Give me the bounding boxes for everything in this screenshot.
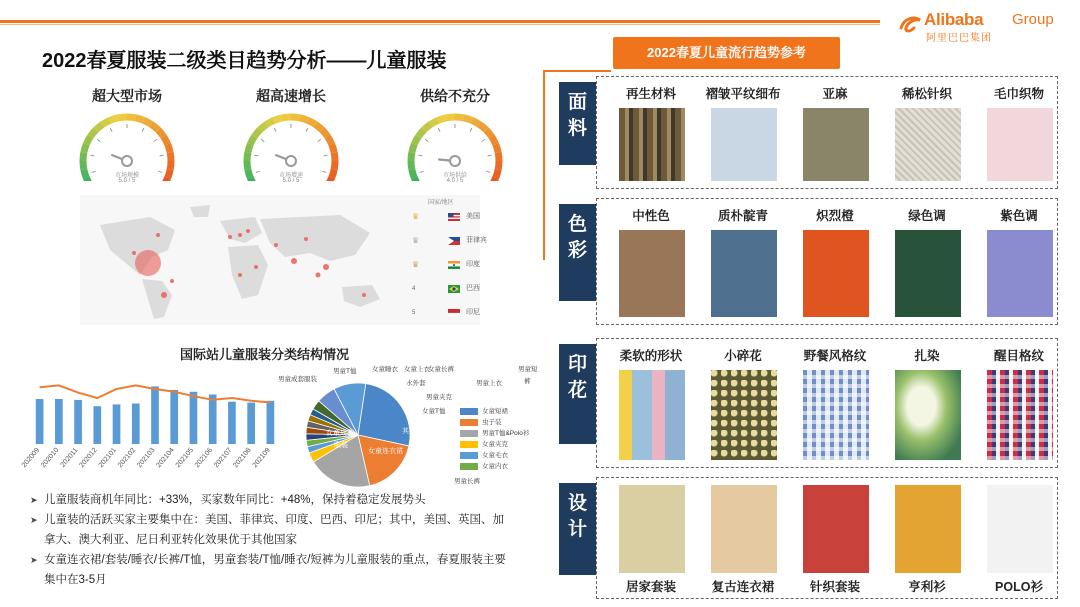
map-legend [410,195,490,325]
gauge-title: 超大型市场 [92,88,162,104]
gauge-arc-segment [414,137,418,145]
pie-legend-swatch [460,419,478,426]
trend-x-tick: 202011 [59,446,80,469]
trend-bar [113,404,121,444]
trend-bar [55,399,63,444]
map-legend-row [410,283,490,297]
trend-bar [228,402,236,444]
trend-image [711,370,777,460]
logo-cn: 阿里巴巴集团 [926,33,992,44]
flag-id-icon [448,309,460,317]
rank-number: 5 [412,310,416,316]
trend-caption: 居家套装 [625,580,676,594]
pie-legend-item [460,439,508,448]
gauge-arc-segment [492,137,496,145]
trend-x-tick: 202012 [78,446,99,470]
gauge-arc-segment [83,161,84,170]
trend-image [711,230,777,317]
gauge-arc-segment [496,144,499,152]
flag-br-icon [448,285,460,293]
gauge-arc-segment [334,161,335,170]
map-legend-row [410,211,490,225]
trend-caption: 小碎花 [724,349,762,363]
monthly-trend-chart [12,362,287,480]
finding-item: ➤ 儿童装的活跃买家主要集中在：美国、菲律宾、印度、巴西、印尼；其中，美国、英国、加拿大、澳大利亚、尼日利亚转化效果优于其他国家 [30,510,508,550]
gauge-arc-segment [103,120,111,124]
trend-x-tick: 202106 [193,446,215,470]
trend-image [987,370,1053,460]
trend-caption: 亚麻 [822,87,848,101]
gauge-title: 供给不充分 [420,88,490,104]
gauge-arc-segment [90,130,95,137]
trend-bar [151,386,159,444]
gauge-arc-segment [334,152,335,161]
trend-x-tick: 202104 [155,446,176,470]
gauge-tick [306,128,308,132]
gauge-tick [261,139,264,141]
pie-label: 女童长裤 [428,366,454,373]
trend-row-label: 设 计 [559,483,596,575]
flag-us-icon [448,213,460,221]
pie-legend-label: 女童毛衣 [482,452,508,459]
trend-x-tick: 202105 [174,446,195,470]
trend-image [895,230,961,317]
header-accent-line [0,20,880,23]
gauge-arc-segment [431,120,439,124]
right-frame-line [543,70,545,260]
map-legend-country: 巴西 [466,285,480,292]
map-legend-row [410,307,490,321]
map-legend-country: 印尼 [466,309,480,316]
trend-caption: 亨利衫 [908,580,946,594]
trend-row-label: 面 料 [559,82,596,165]
trend-row-label: 色 彩 [559,204,596,301]
gauge-arc-segment [486,130,491,137]
gauge-arc-segment [151,124,158,129]
pie-label: 女童T恤 [422,408,446,415]
gauge-arc-segment [260,124,267,129]
gauge-metric-name: 市场增速 [278,173,303,179]
gauge-arc-segment [455,117,464,118]
gauge-tick [470,128,472,132]
key-findings [30,490,508,590]
gauge-arc-segment [424,124,431,129]
trend-caption: 褶皱平纹细布 [705,87,781,101]
flag-in-icon [448,261,460,269]
crown-icon: ♛ [412,236,420,245]
pie-legend-item [460,428,529,437]
gauge-arc-segment [411,161,412,170]
gauge-arc-segment [291,117,300,118]
trend-x-tick: 202009 [20,446,42,470]
gauge-arc-segment [127,117,136,118]
gauge-score: 5.0 / 5 [282,178,300,184]
gauge-arc-segment [498,161,499,170]
gauge-score: 4.0 / 5 [446,178,464,184]
gauge-arc-segment [411,152,412,161]
gauge-arc-segment [110,118,118,121]
pie-legend-label: 女童夹克 [482,441,508,448]
gauge-arc-segment [446,117,455,118]
map-legend-header: 国家/地区 [428,200,454,206]
trend-caption: 中性色 [632,209,670,223]
gauge-arc-segment [267,120,275,124]
gauge-tick [418,155,422,156]
pie-label: 男童成套服装 [278,376,317,383]
gauge-tick [438,128,440,132]
gauge-metric-name: 市场供给 [442,173,467,179]
gauge-arc-segment [247,161,248,170]
gauge-arc-segment [498,152,499,161]
gauge-arc-segment [136,118,144,121]
logo-group: Group [1012,11,1054,28]
trend-caption: 扎染 [914,349,940,363]
trend-image [711,485,777,573]
header-accent-line-thin [0,24,880,25]
right-frame-line [543,70,611,72]
gauge-arc-segment [308,120,316,124]
gauge-tick [254,155,258,156]
gauge-arc-segment [315,124,322,129]
gauge-tick [324,155,328,156]
map-legend-country: 美国 [466,213,480,220]
gauge-tick [488,155,492,156]
gauge-arc-segment [158,130,163,137]
pie-legend-item [460,406,508,415]
trend-bar [93,406,101,444]
alibaba-logo [898,8,1073,42]
trend-x-tick: 202102 [116,446,138,470]
gauge-hub [286,156,296,166]
finding-item: ➤ 儿童服装商机年同比：+33%，买家数年同比：+48%，保持着稳定发展势头 [30,490,508,510]
gauge-market-supply [400,86,510,186]
map-legend-country: 印度 [466,261,480,268]
gauge-arc-segment [479,124,486,129]
pie-label: 水外套 [406,380,426,387]
trend-image [803,230,869,317]
trend-caption: 质朴靛青 [717,209,768,223]
gauge-market-growth [236,86,346,186]
pie-legend-label: 虫子装 [482,419,502,426]
trend-caption: 复古连衣裙 [711,580,775,594]
trend-caption: 紫色调 [1000,209,1038,223]
crown-icon: ♛ [412,212,420,221]
map-legend-row [410,259,490,273]
gauge-tick [160,155,164,156]
pie-legend-item [460,417,502,426]
trend-image [803,485,869,573]
trend-image [619,108,685,181]
gauge-hub [122,156,132,166]
trend-image [619,485,685,573]
gauge-arc-segment [248,144,251,152]
logo-brand: Alibaba [924,10,984,29]
pie-label: 女童睡衣 [372,366,398,373]
pie-legend-item [460,450,508,459]
gauge-arc-segment [328,137,332,145]
trend-x-tick: 202109 [251,446,272,470]
trend-caption: 再生材料 [625,87,676,101]
gauge-hub [450,156,460,166]
trend-reference-banner: 2022春夏儿童流行趋势参考 [613,37,840,69]
gauge-arc-segment [438,118,446,121]
gauge-tick [425,139,428,141]
gauge-arc-segment [86,137,90,145]
trend-bar [190,392,198,444]
trend-image [895,370,961,460]
trend-image [987,230,1053,317]
trend-bar [209,395,217,445]
trend-x-tick: 202108 [232,446,253,470]
gauge-arc-segment [282,117,291,118]
trend-image [619,230,685,317]
map-legend-country: 菲律宾 [466,237,487,244]
trend-caption: POLO衫 [995,580,1043,594]
category-pie-chart [278,360,548,490]
pie-label: 男童短 [518,366,538,373]
gauge-arc-segment [83,152,84,161]
trend-caption: 稀松针织 [901,87,952,101]
trend-image [711,108,777,181]
pie-inner-label: 女童成套 [326,430,354,437]
trend-x-tick: 202010 [40,446,61,470]
gauge-arc-segment [247,152,248,161]
category-structure-title: 国际站儿童服装分类结构情况 [180,347,350,362]
gauge-arc-segment [274,118,282,121]
gauge-arc-segment [254,130,259,137]
gauge-tick [97,139,100,141]
gauge-tick [274,128,276,132]
pie-legend-item [460,461,508,470]
trend-caption: 野餐风格纹 [803,349,867,363]
trend-caption: 绿色调 [908,209,946,223]
gauge-arc-segment [464,118,472,121]
world-map-graphic [80,195,410,325]
pie-legend-swatch [460,408,478,415]
gauge-metric-name: 市场规模 [114,173,139,179]
trend-caption: 炽烈橙 [816,209,854,223]
gauge-arc-segment [300,118,308,121]
gauge-arc-segment [472,120,480,124]
gauge-arc-segment [168,144,171,152]
crown-icon: ♛ [412,260,420,269]
pie-label: 男童夹克 [426,394,452,401]
trend-image [895,485,961,573]
pie-legend-swatch [460,452,478,459]
pie-legend-swatch [460,430,478,437]
gauge-tick [154,139,157,141]
gauge-arc-segment [418,130,423,137]
gauge-arc-segment [96,124,103,129]
trend-bar [247,403,255,444]
gauge-tick [318,139,321,141]
trend-bar [132,404,140,445]
alibaba-logo-icon [898,12,924,38]
gauge-arc-segment [170,161,171,170]
gauge-arc-segment [322,130,327,137]
trend-bar [74,400,82,444]
gauge-arc-segment [144,120,152,124]
rank-number: 4 [412,286,416,292]
trend-bar [36,399,44,444]
flag-ph-icon [448,237,460,245]
map-legend-row [410,235,490,249]
gauge-arc-segment [84,144,87,152]
trend-image [987,108,1053,181]
pie-legend-label: 女童内衣 [482,463,508,470]
pie-label: 男童T恤 [333,368,357,375]
gauge-arc-segment [332,144,335,152]
trend-x-tick: 202103 [136,446,157,470]
gauge-arc-segment [170,152,171,161]
trend-image [803,108,869,181]
gauge-market-size [72,86,182,186]
trend-x-tick: 202101 [97,446,119,470]
gauge-tick [90,155,94,156]
trend-caption: 柔软的形状 [619,349,683,363]
trend-image [895,108,961,181]
pie-inner-label: 女童连衣裙 [368,448,403,455]
trend-bar [267,401,275,444]
trend-bar [170,390,178,444]
gauge-arc-segment [412,144,415,152]
gauge-score: 5.0 / 5 [118,178,136,184]
finding-item: ➤ 女童连衣裙/套装/睡衣/长裤/T恤，男童套装/T恤/睡衣/短裤为儿童服装的重点，春夏服装主要集中在3-5月 [30,550,508,590]
gauge-arc-segment [118,117,127,118]
gauge-tick [110,128,112,132]
trend-caption: 针织套装 [809,580,860,594]
page-title: 2022春夏服装二级类目趋势分析——儿童服装 [42,50,447,72]
pie-inner-label: 其他 [402,428,416,435]
trend-row-label: 印 花 [559,344,596,444]
trend-image [619,370,685,460]
pie-label: 男童上衣 [476,380,502,387]
pie-legend-label: 女童短裙 [482,408,508,415]
pie-label: 女童上衣 [404,366,430,373]
trend-caption: 毛巾织物 [993,87,1044,101]
gauge-tick [142,128,144,132]
trend-image [987,485,1053,573]
gauge-arc-segment [250,137,254,145]
trend-x-tick: 202107 [213,446,234,470]
pie-inner-label: 服装 [334,442,348,449]
pie-legend-swatch [460,463,478,470]
pie-legend-label: 男童T恤&Polo衫 [482,430,530,437]
gauge-tick [482,139,485,141]
pie-label: 男童长裤 [454,478,480,485]
trend-image [803,370,869,460]
gauge-arc-segment [164,137,168,145]
gauge-title: 超高速增长 [256,88,326,104]
pie-legend-swatch [460,441,478,448]
pie-label: 裤 [524,378,531,385]
trend-caption: 醒目格纹 [993,349,1044,363]
